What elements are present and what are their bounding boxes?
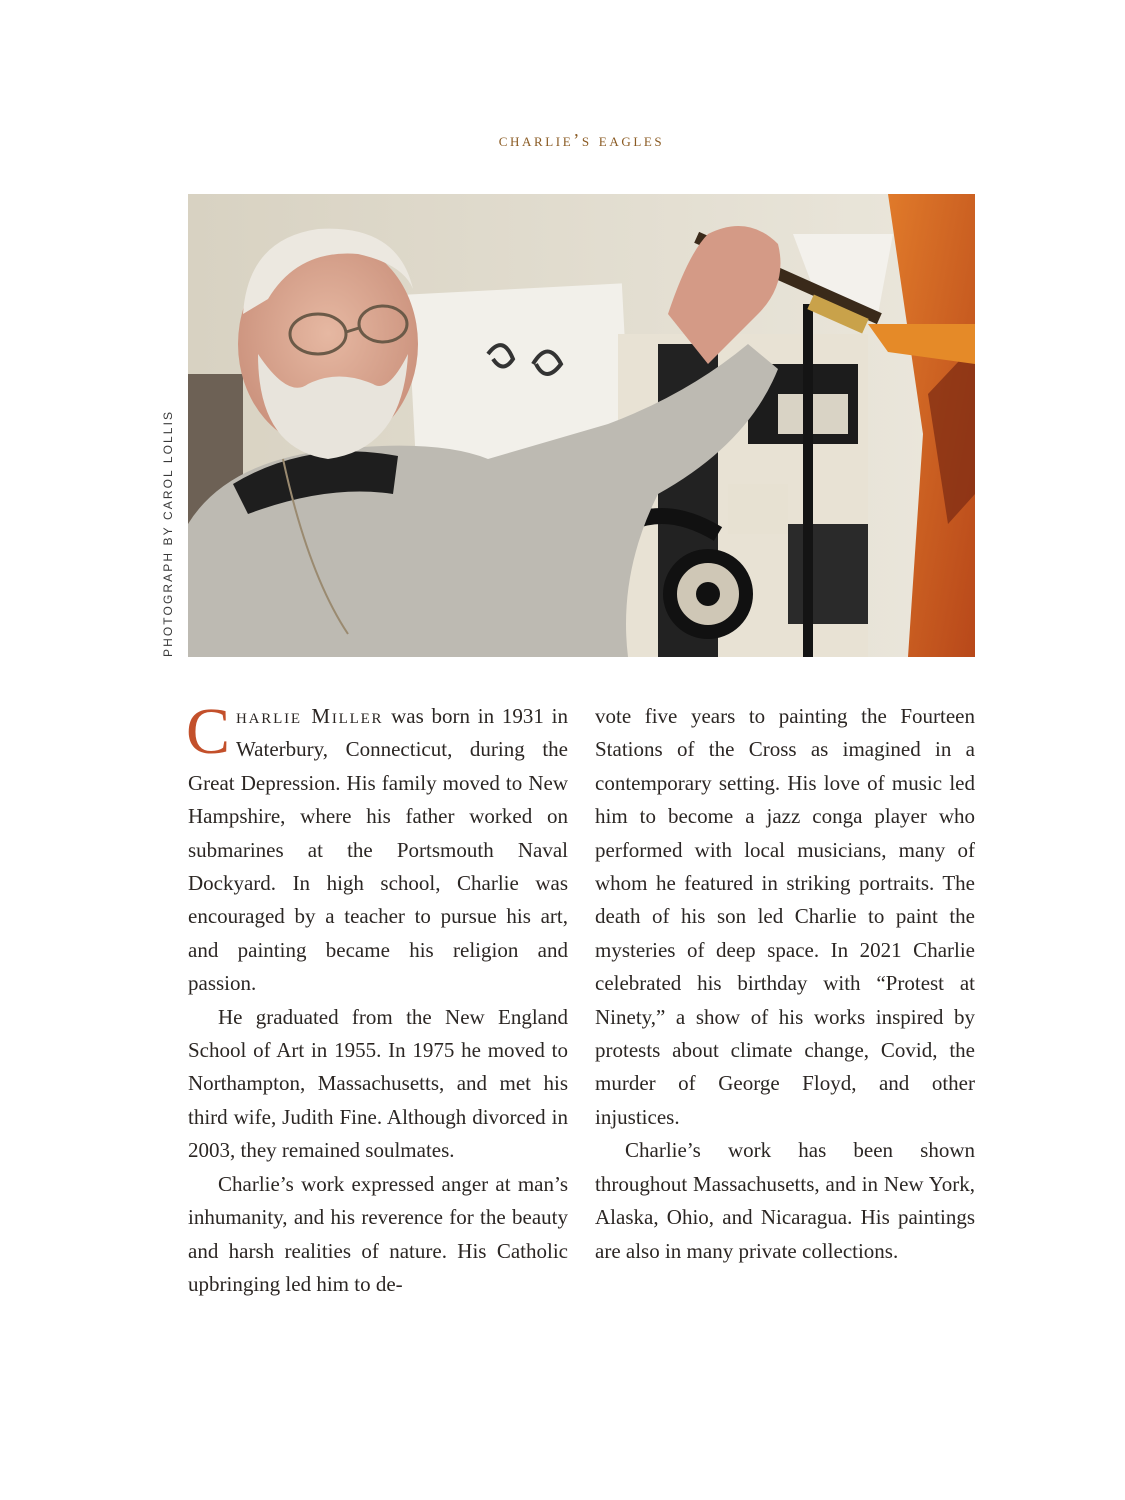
article-paragraph-3: Charlie’s work expressed anger at man’s inhumanity, and his reverence for the beauty and harsh realities of nature. His Catholic upbringing led him to de- [188, 1171, 568, 1296]
article-paragraph-4: Charlie’s work has been shown throughout Massachusetts, and in New York, Alaska, Ohio, and Nicaragua. His paintings are also in many private collections. [595, 1138, 975, 1263]
artist-photo [188, 194, 975, 657]
paragraph-1-text: was born in 1931 in Waterbury, Connecticut, during the Great Depression. His family moved to New Hampshire, where his father worked on submarines at the Portsmouth Naval Dockyard. In high school, Charlie was encouraged by a teacher to pursue his art, and painting became his religion and passion. [188, 704, 568, 996]
artist-painting-photo-icon [188, 194, 975, 657]
article-paragraph-1 [186, 695, 568, 1001]
article-paragraph-3-continued: vote five years to painting the Fourteen Stations of the Cross as imagined in a contemporary setting. His love of music led him to become a jazz conga player who performed with local musicians, many of whom he featured in striking portraits. The death of his son led Charlie to paint the mysteries of deep space. In 2021 Charlie celebrated his birthday with “Protest at Ninety,” a show of his works inspired by protests about climate change, Covid, the murder of George Floyd, and other injustices. [595, 704, 975, 1129]
article-column-left [186, 695, 568, 1301]
article-column-right [595, 700, 975, 1268]
dropcap: C [186, 695, 231, 768]
photo-credit: PHOTOGRAPH BY CAROL LOLLIS [161, 409, 175, 657]
lead-name: harlie Miller [236, 704, 384, 728]
running-head: charlie’s eagles [498, 130, 665, 150]
article-paragraph-2: He graduated from the New England School of Art in 1955. In 1975 he moved to Northampton, Massachusetts, and met his third wife, Judith Fine. Although divorced in 2003, they remained soulmates. [188, 1004, 568, 1163]
